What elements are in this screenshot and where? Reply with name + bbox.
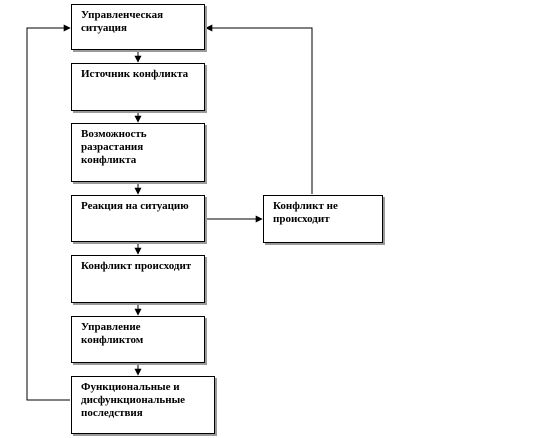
node-label: Реакция на ситуацию (81, 200, 189, 212)
node-label: Конфликт не происходит (273, 200, 338, 225)
node-situation (71, 4, 205, 50)
node-possibility (71, 123, 205, 182)
node-label: Конфликт происходит (81, 260, 192, 272)
node-management (71, 316, 205, 363)
node-label: Источник конфликта (81, 68, 189, 80)
node-source (71, 63, 205, 111)
node-conflict-not-occurs (263, 195, 383, 243)
node-label: Управленческая ситуация (81, 9, 164, 34)
node-reaction (71, 195, 205, 242)
arrow-not-occurs-to-situation (206, 28, 312, 194)
node-conflict-occurs (71, 255, 205, 303)
node-label: Возможность разрастания конфликта (81, 128, 147, 166)
node-label: Функциональные и дисфункциональные последствия (81, 381, 186, 419)
node-consequences (71, 376, 215, 434)
arrow-consequences-to-situation (27, 28, 70, 400)
node-label: Управление конфликтом (81, 321, 144, 346)
